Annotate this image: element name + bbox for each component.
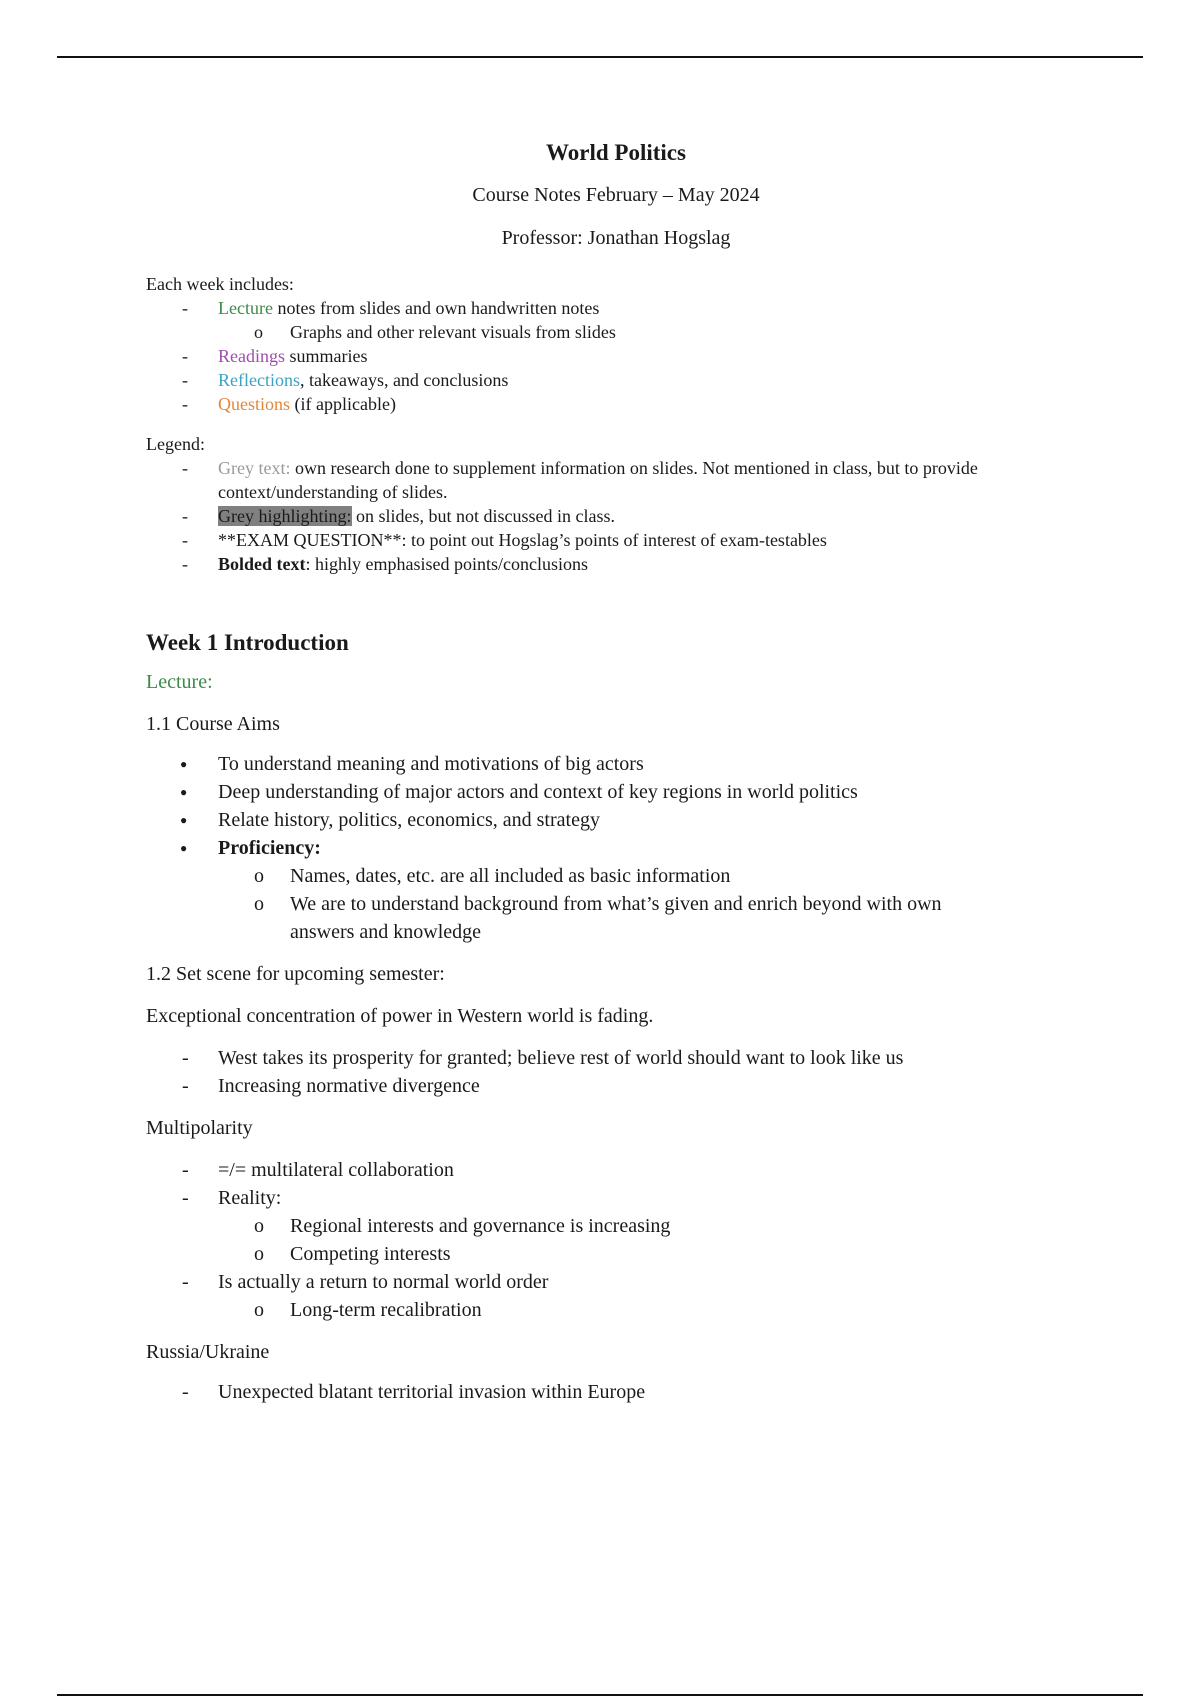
- proficiency-subitem: o Names, dates, etc. are all included as basic information: [146, 862, 1076, 890]
- legend-list: [146, 456, 1076, 576]
- bold-word: Bolded text: [218, 554, 306, 574]
- aims-heading: 1.1 Course Aims: [146, 713, 280, 735]
- multipolarity-list-2: [146, 1268, 1076, 1296]
- aim-item: ● Relate history, politics, economics, and strategy: [146, 806, 1076, 834]
- aims-list: [146, 750, 1076, 862]
- proficiency-list: [146, 862, 1076, 946]
- proficiency-subitem: o We are to understand background from what’s given and enrich beyond with own answers and knowledge: [146, 890, 1076, 946]
- questions-rest: (if applicable): [290, 394, 396, 414]
- includes-readings: [146, 344, 1076, 368]
- grey-rest: own research done to supplement information on slides. Not mentioned in class, but to provide context/understanding of slides.: [218, 458, 978, 502]
- readings-rest: summaries: [285, 346, 368, 366]
- legend-heading: Legend:: [146, 434, 205, 454]
- aim-item: ● To understand meaning and motivations of big actors: [146, 750, 1076, 778]
- legend-bold: [146, 552, 1076, 576]
- professor-line: Professor: Jonathan Hogslag: [501, 227, 731, 249]
- includes-heading: Each week includes:: [146, 274, 294, 294]
- multipolarity-item: - =/= multilateral collaboration: [146, 1156, 1076, 1184]
- scene-heading: 1.2 Set scene for upcoming semester:: [146, 963, 445, 985]
- legend-highlight: [146, 504, 1076, 528]
- includes-questions: [146, 392, 1076, 416]
- fading-item: - West takes its prosperity for granted; believe rest of world should want to look like us: [146, 1044, 1076, 1072]
- lecture-rest: notes from slides and own handwritten notes: [272, 298, 600, 318]
- bold-rest: : highly emphasised points/conclusions: [305, 554, 588, 574]
- fading-paragraph: Exceptional concentration of power in Western world is fading.: [146, 1005, 654, 1027]
- document-page: [146, 140, 1076, 1406]
- russia-item: - Unexpected blatant territorial invasion within Europe: [146, 1378, 1076, 1406]
- proficiency-item: ● Proficiency:: [146, 834, 1076, 862]
- multipolarity-item: - Reality:: [146, 1184, 1076, 1212]
- includes-lecture: [146, 296, 1076, 320]
- legend-grey: [146, 456, 1076, 504]
- includes-list-2: [146, 344, 1076, 416]
- fading-item: - Increasing normative divergence: [146, 1072, 1076, 1100]
- multipolarity-item: - Is actually a return to normal world order: [146, 1268, 1076, 1296]
- multipolarity-list: [146, 1156, 1076, 1212]
- fading-list: [146, 1044, 1076, 1100]
- lecture-label: Lecture:: [146, 671, 213, 693]
- reflections-rest: , takeaways, and conclusions: [299, 370, 509, 390]
- legend-exam: - **EXAM QUESTION**: to point out Hogslag’s points of interest of exam-testables: [146, 528, 1076, 552]
- reality-list: [146, 1212, 1076, 1268]
- russia-heading: Russia/Ukraine: [146, 1341, 270, 1363]
- top-rule: [57, 56, 1143, 58]
- questions-word: Questions: [218, 394, 290, 414]
- includes-list: [146, 296, 1076, 320]
- document-subtitle: Course Notes February – May 2024: [472, 184, 760, 206]
- recalibration-list: [146, 1296, 1076, 1324]
- includes-sublist: [146, 320, 1076, 344]
- bottom-rule: [57, 1694, 1143, 1696]
- russia-list: [146, 1378, 1076, 1406]
- aim-item: ● Deep understanding of major actors and context of key regions in world politics: [146, 778, 1076, 806]
- highlight-word: Grey highlighting:: [218, 506, 352, 526]
- readings-word: Readings: [218, 346, 285, 366]
- lecture-word: Lecture: [218, 298, 273, 318]
- includes-lecture-sub: o Graphs and other relevant visuals from slides: [146, 320, 1076, 344]
- multipolarity-heading: Multipolarity: [146, 1117, 253, 1139]
- reality-item: o Competing interests: [146, 1240, 1076, 1268]
- includes-reflections: [146, 368, 1076, 392]
- document-title: World Politics: [546, 140, 686, 165]
- week1-title: Week 1 Introduction: [146, 630, 349, 655]
- grey-word: Grey text:: [218, 458, 291, 478]
- recalibration-item: o Long-term recalibration: [146, 1296, 1076, 1324]
- highlight-rest: on slides, but not discussed in class.: [351, 506, 615, 526]
- reflections-word: Reflections: [218, 370, 300, 390]
- reality-item: o Regional interests and governance is increasing: [146, 1212, 1076, 1240]
